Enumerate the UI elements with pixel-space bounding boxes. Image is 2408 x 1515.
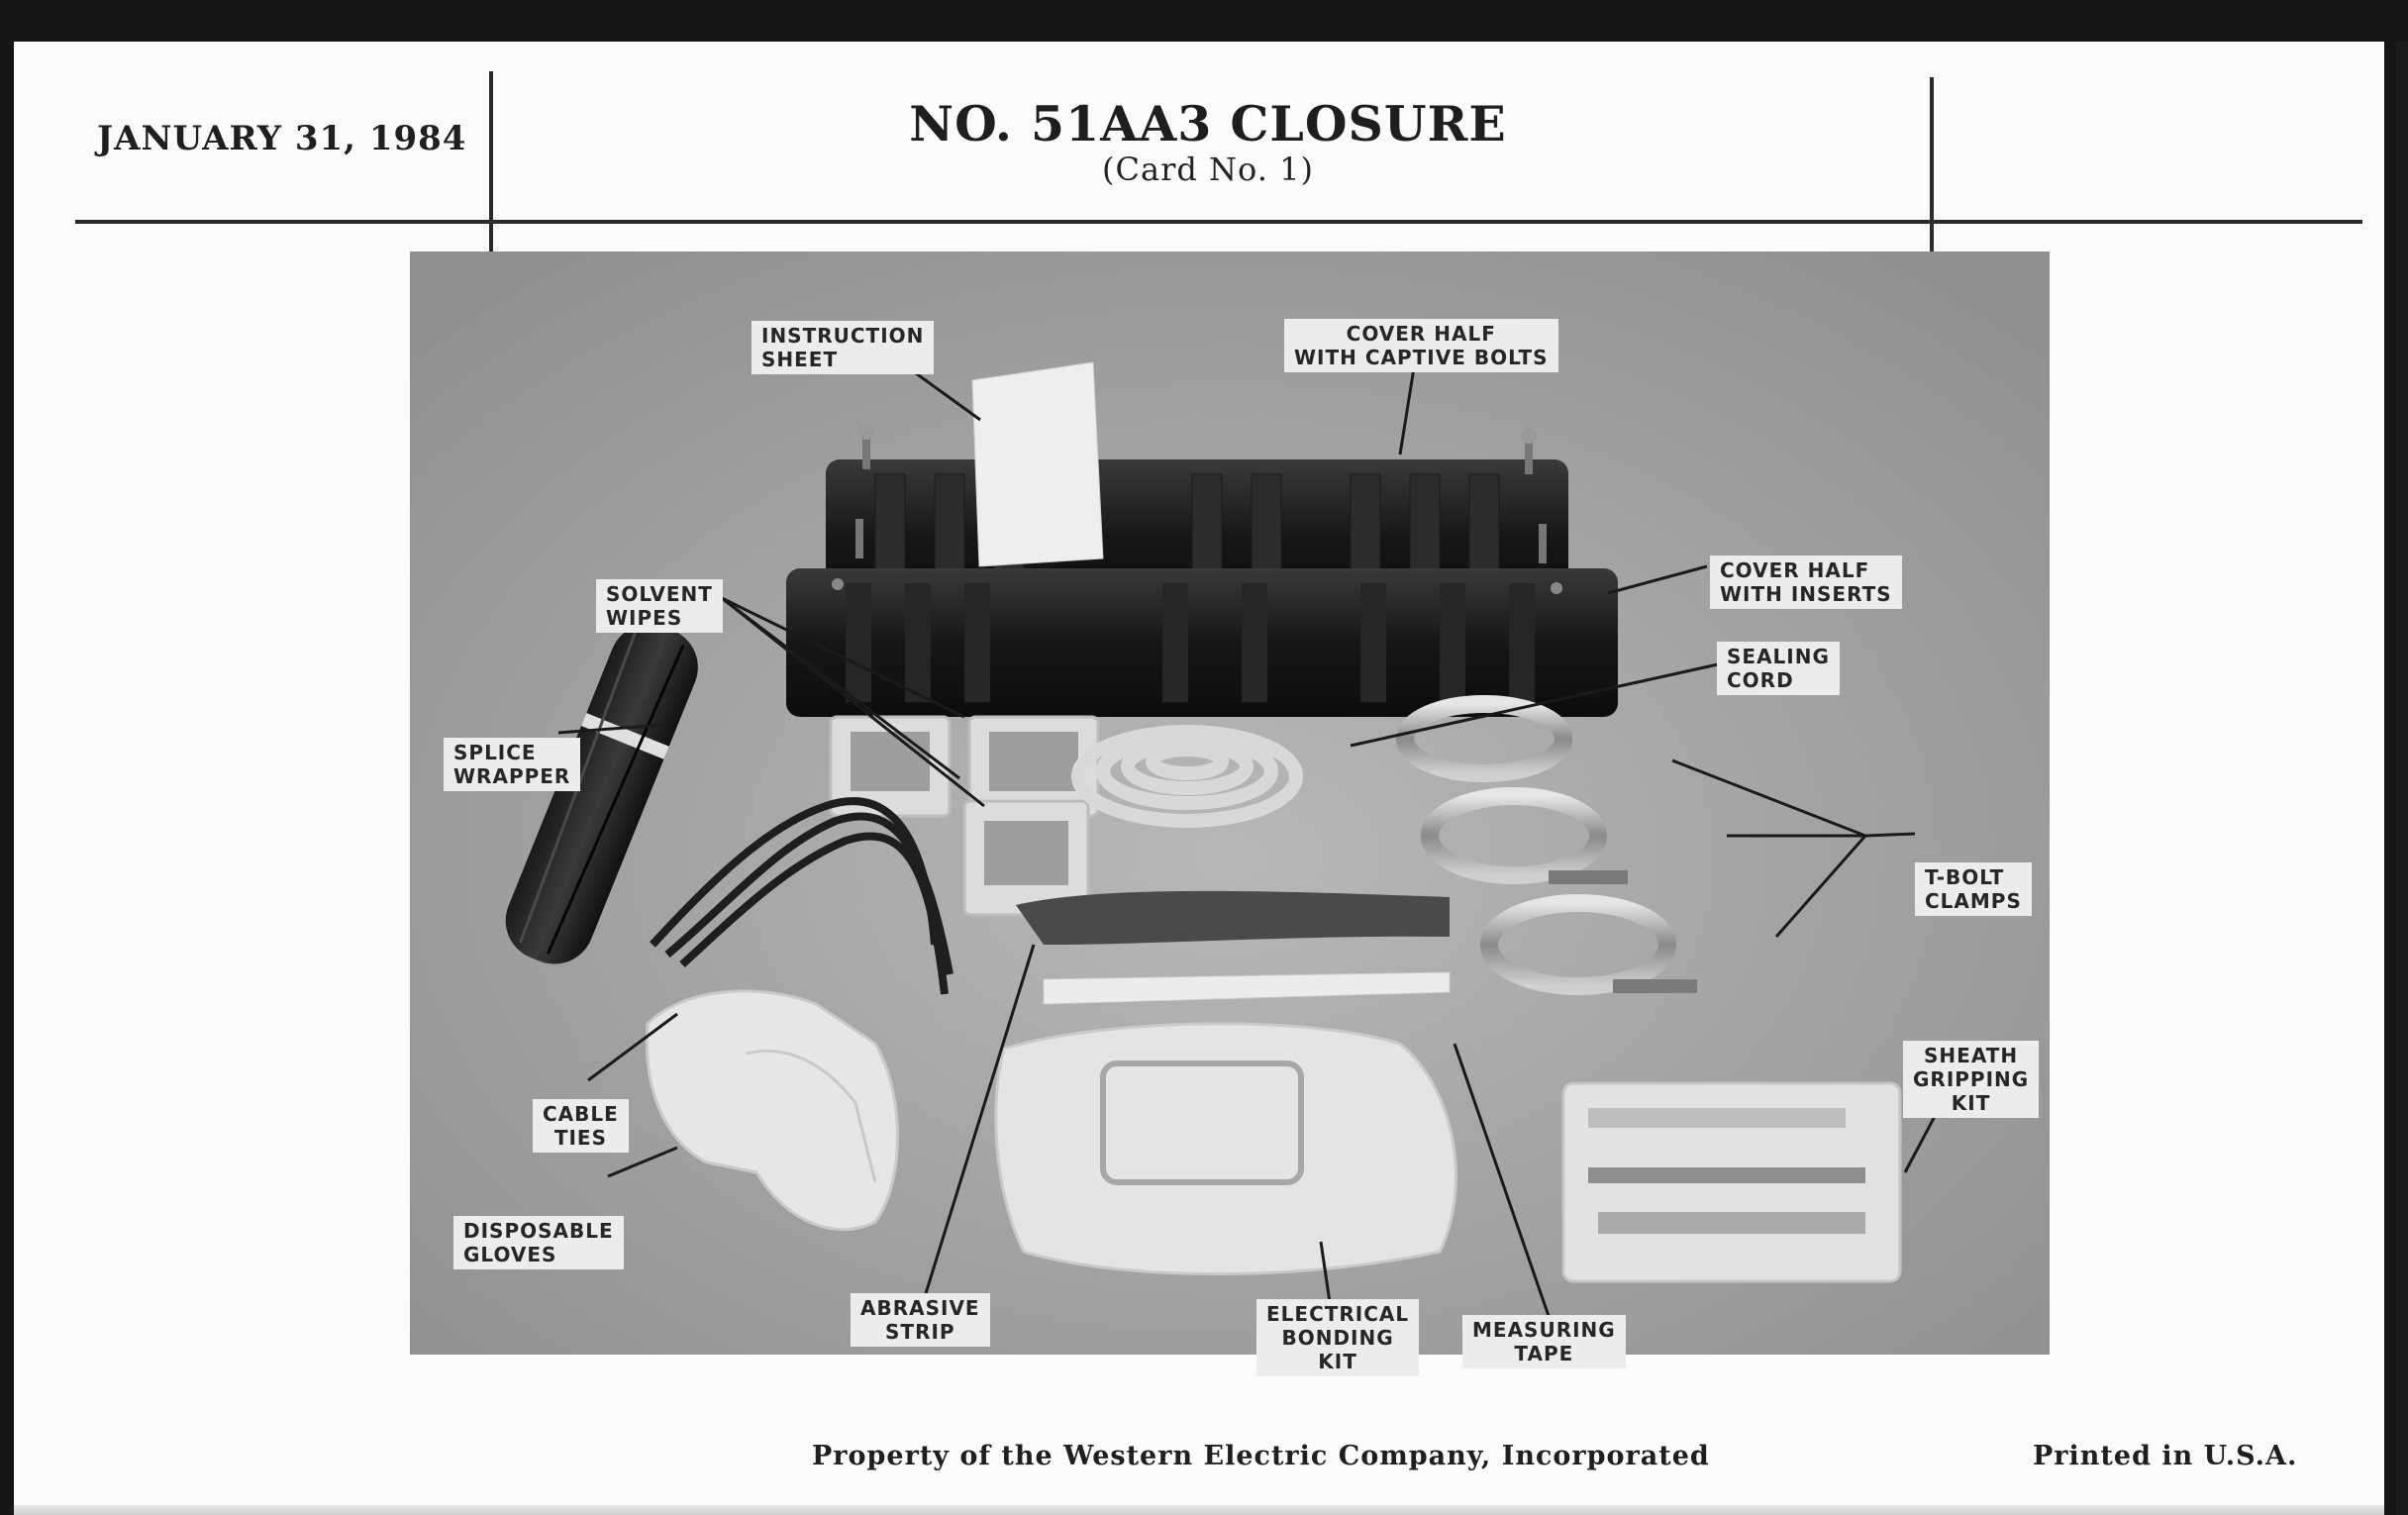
header-rule xyxy=(75,220,2362,224)
label-cover-half-captive-bolts: COVER HALF WITH CAPTIVE BOLTS xyxy=(1284,319,1558,372)
footer-property-notice: Property of the Western Electric Company, Incorporated xyxy=(812,1441,1710,1471)
cover-half-inserts xyxy=(786,568,1618,717)
label-sealing-cord: SEALING CORD xyxy=(1717,642,1840,695)
label-splice-wrapper: SPLICE WRAPPER xyxy=(444,738,580,791)
label-sheath-gripping-kit: SHEATH GRIPPING KIT xyxy=(1903,1041,2039,1118)
label-electrical-bonding-kit: ELECTRICAL BONDING KIT xyxy=(1256,1299,1419,1376)
label-abrasive-strip: ABRASIVE STRIP xyxy=(851,1293,990,1347)
label-solvent-wipes: SOLVENT WIPES xyxy=(596,579,723,633)
label-instruction-sheet: INSTRUCTION SHEET xyxy=(752,321,934,374)
instruction-sheet xyxy=(972,362,1103,566)
scan-border-right xyxy=(2396,42,2408,1515)
instruction-card xyxy=(14,42,2384,1515)
closure-kit-photo xyxy=(410,252,2050,1373)
label-measuring-tape: MEASURING TAPE xyxy=(1462,1315,1626,1368)
electrical-bonding-kit xyxy=(996,1024,1456,1274)
card-date: JANUARY 31, 1984 xyxy=(97,119,467,158)
label-t-bolt-clamps: T-BOLT CLAMPS xyxy=(1915,862,2032,916)
card-bottom-edge xyxy=(14,1505,2384,1515)
kit-components-illustration xyxy=(410,252,2050,1355)
card-title: NO. 51AA3 CLOSURE xyxy=(909,95,1507,152)
footer-printed-in: Printed in U.S.A. xyxy=(2033,1441,2298,1471)
label-cable-ties: CABLE TIES xyxy=(533,1099,629,1153)
label-disposable-gloves: DISPOSABLE GLOVES xyxy=(453,1216,624,1269)
sealing-cord xyxy=(1078,732,1296,821)
header-divider-right xyxy=(1930,77,1934,259)
card-subtitle: (Card No. 1) xyxy=(1102,151,1314,188)
label-cover-half-inserts: COVER HALF WITH INSERTS xyxy=(1710,556,1902,609)
sheath-gripping-kit xyxy=(1563,1083,1900,1281)
